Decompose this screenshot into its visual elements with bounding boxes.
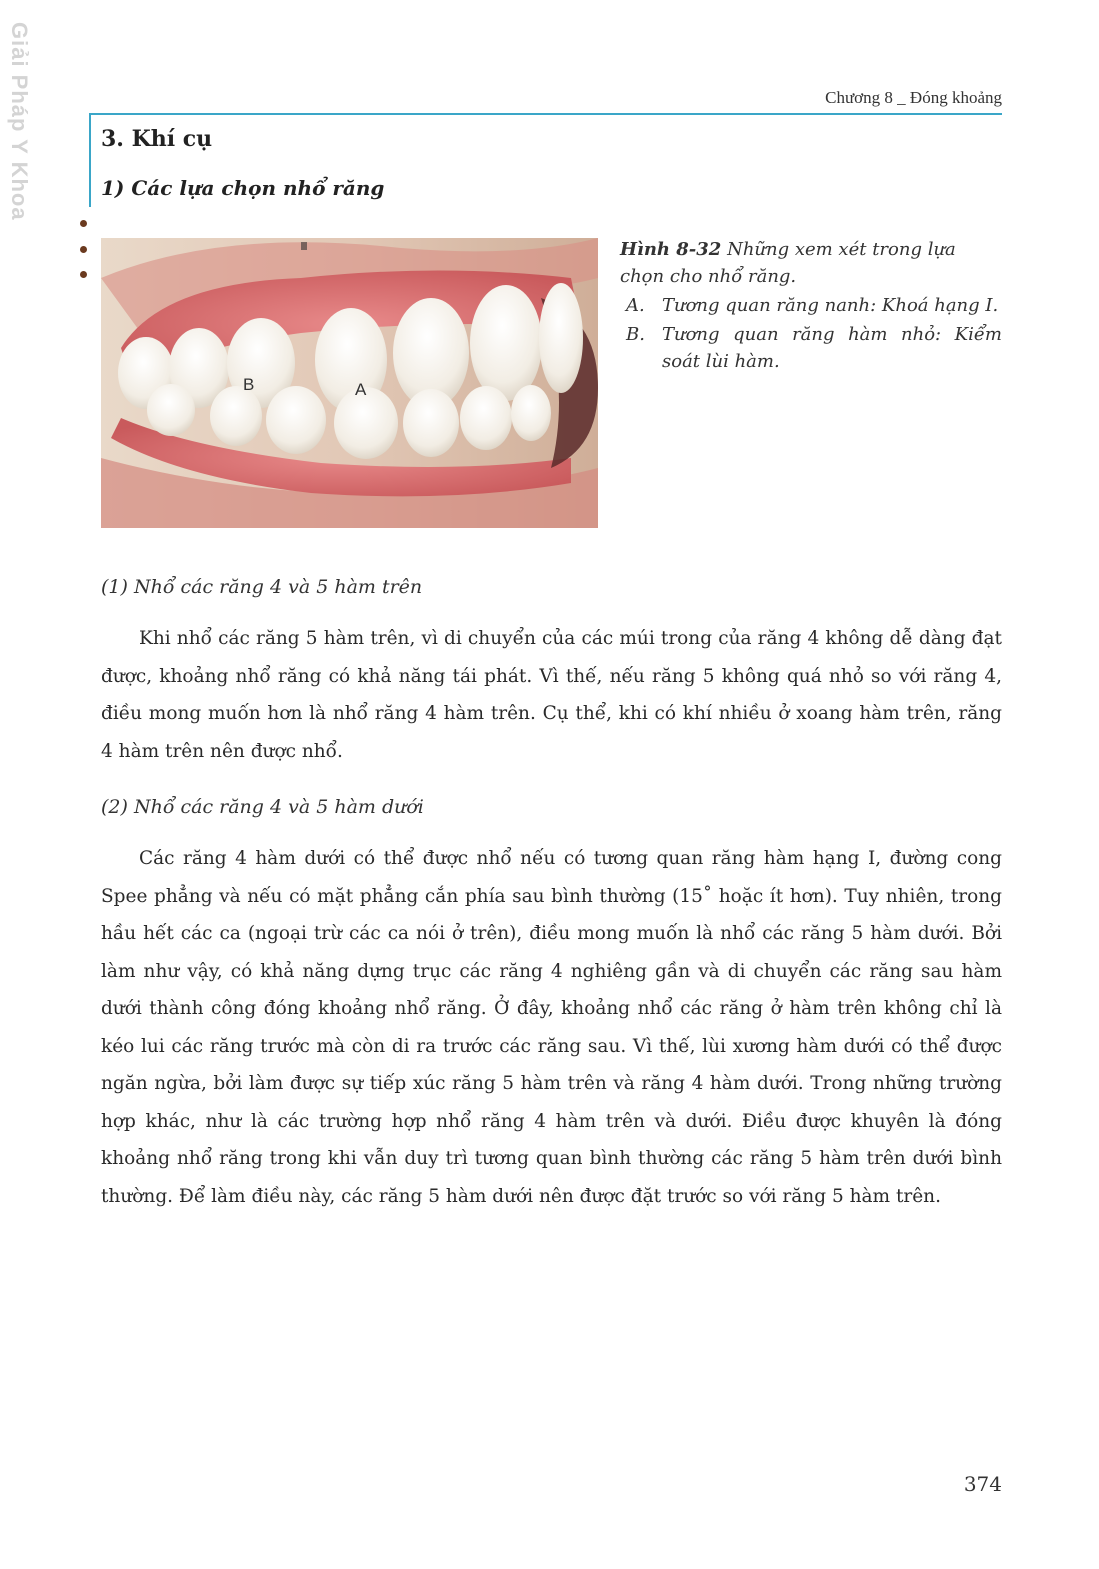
caption-item-letter: A. [626, 295, 645, 316]
margin-dot [80, 246, 87, 253]
margin-dot [80, 220, 87, 227]
body-paragraph: Các răng 4 hàm dưới có thể được nhổ nếu có tương quan răng hàm hạng I, đường cong Spee phẳng và nếu có mặt phẳng cắn phía sau bình thường (15˚ hoặc ít hơn). Tuy nhiên, trong hầu hết các ca (ngoại trừ các ca nói ở trên), điều mong muốn là nhổ các răng 5 hàm dưới. Bởi làm như vậy, có khả năng dựng trục các răng 4 nghiêng gần và di chuyển các răng sau hàm dưới thành công đóng khoảng nhổ răng. Ở đây, khoảng nhổ các răng ở hàm trên không chỉ là kéo lui các răng trước mà còn di ra trước các răng sau. Vì thế, lùi xương hàm dưới có thể được ngăn ngừa, bởi làm được sự tiếp xúc răng 5 hàm trên và răng 4 hàm dưới. Trong những trường hợp khác, như là các trường hợp nhổ răng 4 hàm trên và dưới. Điều được khuyên là đóng khoảng nhổ răng trong khi vẫn duy trì tương quan bình thường các răng 5 hàm trên dưới bình thường. Để làm điều này, các răng 5 hàm dưới nên được đặt trước so với răng 5 hàm trên. [101, 848, 1002, 1207]
subsection-title: 1) Các lựa chọn nhổ răng [101, 176, 385, 200]
margin-dot [80, 271, 87, 278]
caption-item [620, 321, 1002, 375]
section-title: 3. Khí cụ [101, 126, 213, 152]
side-watermark: Giải Pháp Y Khoa [7, 22, 32, 221]
photo-mark-a: A [355, 380, 367, 399]
caption-item [620, 292, 1002, 319]
figure-label: Hình 8-32 [620, 239, 722, 260]
caption-lead [620, 236, 1002, 290]
paragraph-heading: (2) Nhổ các răng 4 và 5 hàm dưới [101, 796, 424, 818]
body-paragraph: Khi nhổ các răng 5 hàm trên, vì di chuyển của các múi trong của răng 4 không dễ dàng đạt được, khoảng nhổ răng có khả năng tái phát. Vì thế, nếu răng 5 không quá nhỏ so với răng 4, điều mong muốn hơn là nhổ răng 4 hàm trên. Cụ thể, khi có khí nhiều ở xoang hàm trên, răng 4 hàm trên nên được nhổ. [101, 628, 1002, 762]
caption-item-text: Tương quan răng nanh: Khoá hạng I. [662, 295, 999, 316]
figure-caption [620, 236, 1002, 375]
paragraph-heading: (1) Nhổ các răng 4 và 5 hàm trên [101, 576, 423, 598]
figure-photo-teeth [101, 238, 598, 528]
photo-mark-b: B [243, 375, 255, 394]
caption-item-letter: B. [626, 324, 645, 345]
header-rule [89, 113, 1002, 115]
caption-text: Những xem xét trong lựa chọn cho nhổ răng. [620, 239, 956, 287]
header-rule-vertical [89, 113, 91, 207]
chapter-header: Chương 8 _ Đóng khoảng [825, 88, 1002, 107]
page-number: 374 [963, 1472, 1002, 1496]
caption-item-text: Tương quan răng hàm nhỏ: Kiểm soát lùi hàm. [662, 324, 1002, 372]
